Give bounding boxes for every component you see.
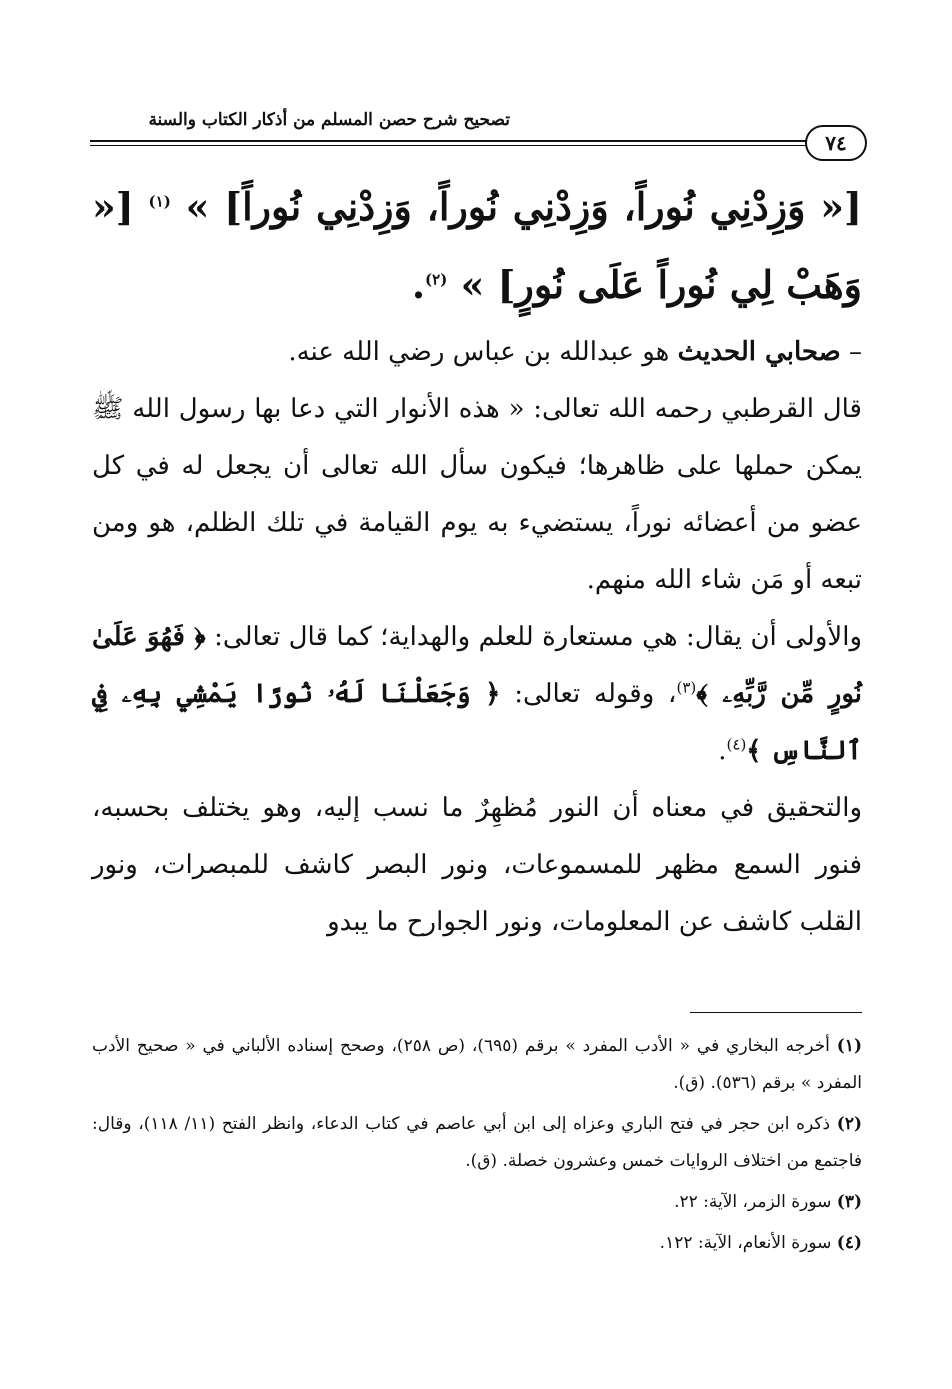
footnote-ref-1[interactable]: (١): [148, 192, 171, 211]
sahabi-paragraph: [92, 324, 862, 381]
footnote-separator: [690, 1012, 862, 1013]
page-number-badge: ٧٤: [805, 125, 867, 161]
footnote-2: [92, 1106, 862, 1180]
footnote-text: أخرجه البخاري في « الأدب المفرد » برقم (٦٩٥)، (ص ٢٥٨)، وصحح إسناده الألباني في « صحيح الأدب المفرد » برقم (٥٣٦). (ق).: [92, 1036, 862, 1093]
supplication-part-2: [« وَهَبْ لِي نُوراً عَلَى نُورٍ] »: [92, 184, 862, 307]
running-header-title: تصحيح شرح حصن المسلم من أذكار الكتاب والسنة: [148, 110, 510, 130]
sahabi-text: هو عبدالله بن عباس رضي الله عنه.: [288, 337, 678, 367]
footnote-number: (٣): [836, 1192, 862, 1212]
header-rule: [90, 140, 858, 142]
footnote-text: ذكره ابن حجر في فتح الباري وعزاه إلى ابن أبي عاصم في كتاب الدعاء، وانظر الفتح (١١/ ١١٨)، وقال: فاجتمع من اختلاف الروايات خمس وعشرون خصلة. (ق).: [92, 1114, 862, 1171]
footnote-3: [92, 1184, 862, 1221]
quran-quote-1: ﴿ فَهُوَ عَلَىٰ نُورٍ مِّن رَّبِّهِۦ ﴾: [92, 622, 862, 709]
footnote-text: سورة الأنعام، الآية: ١٢٢.: [659, 1233, 832, 1253]
sahabi-label: صحابي الحديث: [677, 337, 841, 367]
footnote-1: [92, 1028, 862, 1102]
footnote-ref-4[interactable]: (٤): [726, 735, 747, 754]
footnote-number: (٤): [836, 1233, 862, 1253]
metaphor-intro: والأولى أن يقال: هي مستعارة للعلم والهداية؛ كما قال تعالى:: [205, 622, 862, 652]
footnote-number: (١): [836, 1036, 862, 1056]
qurtubi-paragraph: قال القرطبي رحمه الله تعالى: « هذه الأنوار التي دعا بها رسول الله ﷺ يمكن حملها على ظاهرها؛ فيكون سأل الله تعالى أن يجعل له في كل عضو من أعضائه نوراً، يستضيء به يوم القيامة في تلك الظلم، هو ومن تبعه أو مَن شاء الله منهم.: [92, 394, 862, 595]
supplication-part-1: [« وَزِدْنِي نُوراً، وَزِدْنِي نُوراً، وَزِدْنِي نُوراً] »: [185, 184, 862, 229]
footnote-4: [92, 1225, 862, 1262]
footnote-number: (٢): [836, 1114, 862, 1134]
metaphor-end: .: [718, 736, 727, 766]
footnote-ref-3[interactable]: (٣): [676, 678, 697, 697]
footnotes-section: [92, 1028, 862, 1266]
metaphor-mid: ، وقوله تعالى:: [500, 679, 677, 709]
supplication-text: [92, 168, 862, 324]
footnote-ref-2[interactable]: (٢): [425, 270, 448, 289]
quran-quote-2: ﴿ وَجَعَلْنَا لَهُۥ نُورًا يَمْشِي بِهِۦ فِي ٱلنَّاسِ ﴾: [92, 679, 862, 766]
supplication-end: .: [411, 262, 426, 307]
sahabi-dash: –: [840, 337, 862, 367]
main-text: [92, 168, 862, 951]
tahqiq-paragraph: والتحقيق في معناه أن النور مُظهِرٌ ما نسب إليه، وهو يختلف بحسبه، فنور السمع مظهر للمسموعات، ونور البصر كاشف للمبصرات، ونور القلب كاشف عن المعلومات، ونور الجوارح ما يبدو: [92, 793, 862, 937]
metaphor-paragraph: [92, 609, 862, 780]
footnote-text: سورة الزمر، الآية: ٢٢.: [674, 1192, 832, 1212]
header-rule-thin: [90, 145, 858, 146]
